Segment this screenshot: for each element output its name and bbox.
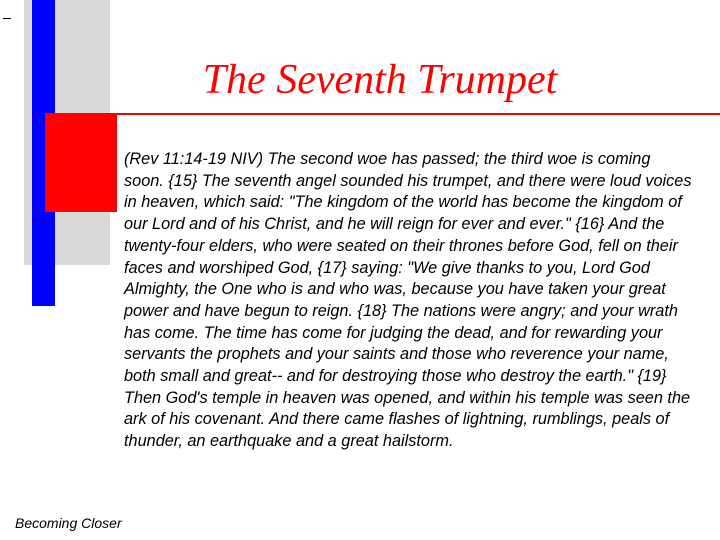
title-underline (110, 113, 720, 115)
scripture-text: (Rev 11:14-19 NIV) The second woe has passed; the third woe is coming soon. {15} The seventh angel sounded his trumpet, and there were loud voices in heaven, which said: "The kingdom of the world has become the kingdom of our Lord and of his Christ, and he will reign for ever and ever." {16} And the twenty-four elders, who were seated on their thrones before God, fell on their faces and worshiped God, {17} saying: "We give thanks to you, Lord God Almighty, the One who is and who was, because you have taken your great power and have begun to reign. {18} The nations were angry; and your wrath has come. The time has come for judging the dead, and for rewarding your servants the prophets and your saints and those who reverence your name, both small and great-- and for destroying those who destroy the earth." {19} Then God's temple in heaven was opened, and within his temple was seen the ark of his covenant. And there came flashes of lightning, rumblings, peals of thunder, an earthquake and a great hailstorm. (124, 150, 692, 451)
decorative-red-block (45, 113, 117, 212)
slide-title: The Seventh Trumpet (202, 57, 558, 103)
bullet-square-icon (98, 157, 106, 165)
footer-text: Becoming Closer (15, 515, 122, 531)
corner-mark (3, 18, 11, 19)
